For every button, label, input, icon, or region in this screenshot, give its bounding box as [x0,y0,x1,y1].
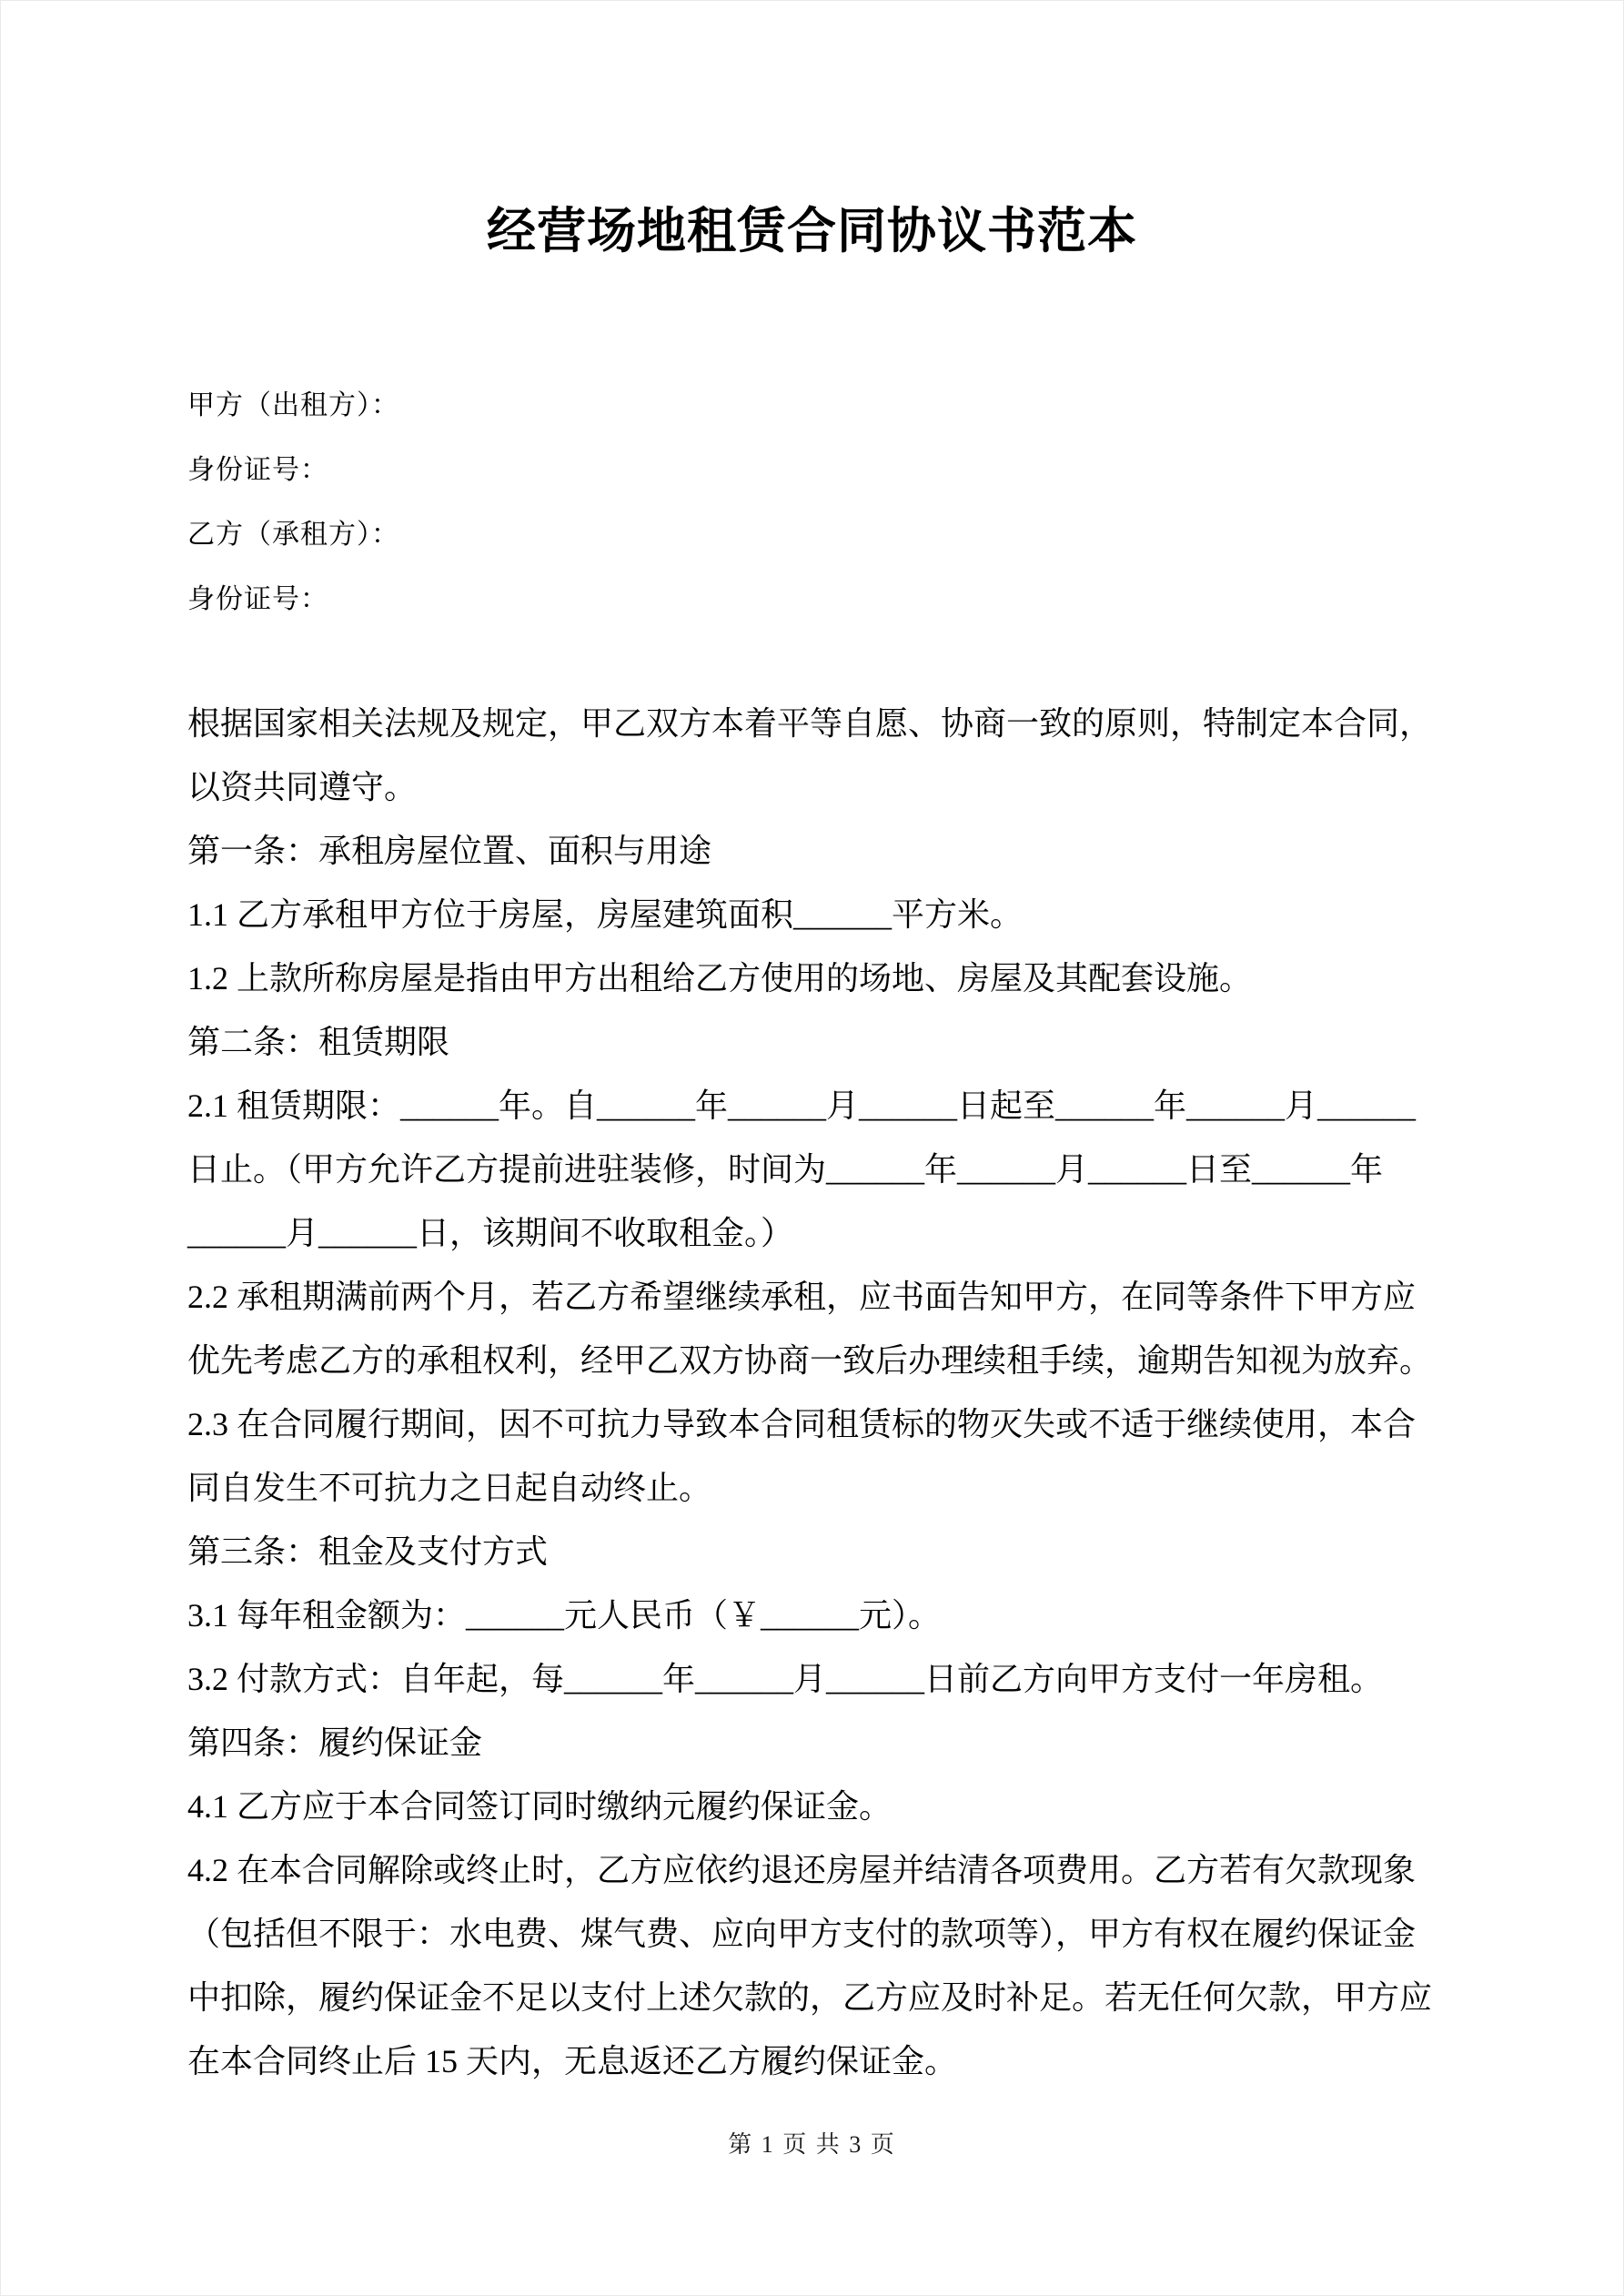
document-title: 经营场地租赁合同协议书范本 [487,204,1137,258]
contract-line: 中扣除，履约保证金不足以支付上述欠款的，乙方应及时补足。若无任何欠款，甲方应 [187,1979,1433,2016]
contract-body [187,692,1437,2093]
contract-line: 第二条：租赁期限 [187,1024,450,1060]
contract-line: 3.2 付款方式：自年起，每______年______月______日前乙方向甲方支付一年房租。 [187,1661,1384,1697]
contract-line: 第三条：租金及支付方式 [187,1533,549,1570]
party-info-block [187,373,1437,632]
contract-line: 2.2 承租期满前两个月，若乙方希望继续承租，应书面告知甲方，在同等条件下甲方应 [187,1279,1417,1315]
contract-line: 4.1 乙方应于本合同签订同时缴纳元履约保证金。 [187,1788,893,1825]
party-line: 身份证号： [187,584,328,614]
party-line: 甲方（出租方）： [187,390,399,420]
contract-line: ______月______日，该期间不收取租金。） [187,1215,794,1251]
contract-line: （包括但不限于：水电费、煤气费、应向甲方支付的款项等），甲方有权在履约保证金 [187,1916,1417,1952]
contract-line: 1.1 乙方承租甲方位于房屋，房屋建筑面积______平方米。 [187,896,1024,933]
contract-line: 4.2 在本合同解除或终止时，乙方应依约退还房屋并结清各项费用。乙方若有欠款现象 [187,1852,1417,1888]
contract-line: 同自发生不可抗力之日起自动终止。 [187,1470,712,1506]
contract-line: 1.2 上款所称房屋是指由甲方出租给乙方使用的场地、房屋及其配套设施。 [187,960,1253,996]
contract-line: 在本合同终止后 15 天内，无息返还乙方履约保证金。 [187,2043,958,2079]
contract-line: 2.1 租赁期限：______年。自______年______月______日起至______年______月______ [187,1087,1417,1124]
contract-line: 优先考虑乙方的承租权利，经甲乙双方协商一致后办理续租手续，逾期告知视为放弃。 [187,1342,1433,1379]
contract-line: 日止。（甲方允许乙方提前进驻装修，时间为______年______月______日至______年 [187,1151,1384,1188]
contract-line: 3.1 每年租金额为：______元人民币（￥______元）。 [187,1597,942,1633]
contract-line: 2.3 在合同履行期间，因不可抗力导致本合同租赁标的物灭失或不适于继续使用，本合 [187,1406,1417,1442]
contract-line: 第一条：承租房屋位置、面积与用途 [187,833,712,869]
party-line: 乙方（承租方）： [187,520,399,550]
contract-line: 以资共同遵守。 [187,769,418,805]
contract-line: 根据国家相关法规及规定，甲乙双方本着平等自愿、协商一致的原则，特制定本合同， [187,705,1433,742]
party-line: 身份证号： [187,455,328,485]
contract-line: 第四条：履约保证金 [187,1725,483,1761]
page-number-footer: 第 1 页 共 3 页 [728,2131,896,2158]
